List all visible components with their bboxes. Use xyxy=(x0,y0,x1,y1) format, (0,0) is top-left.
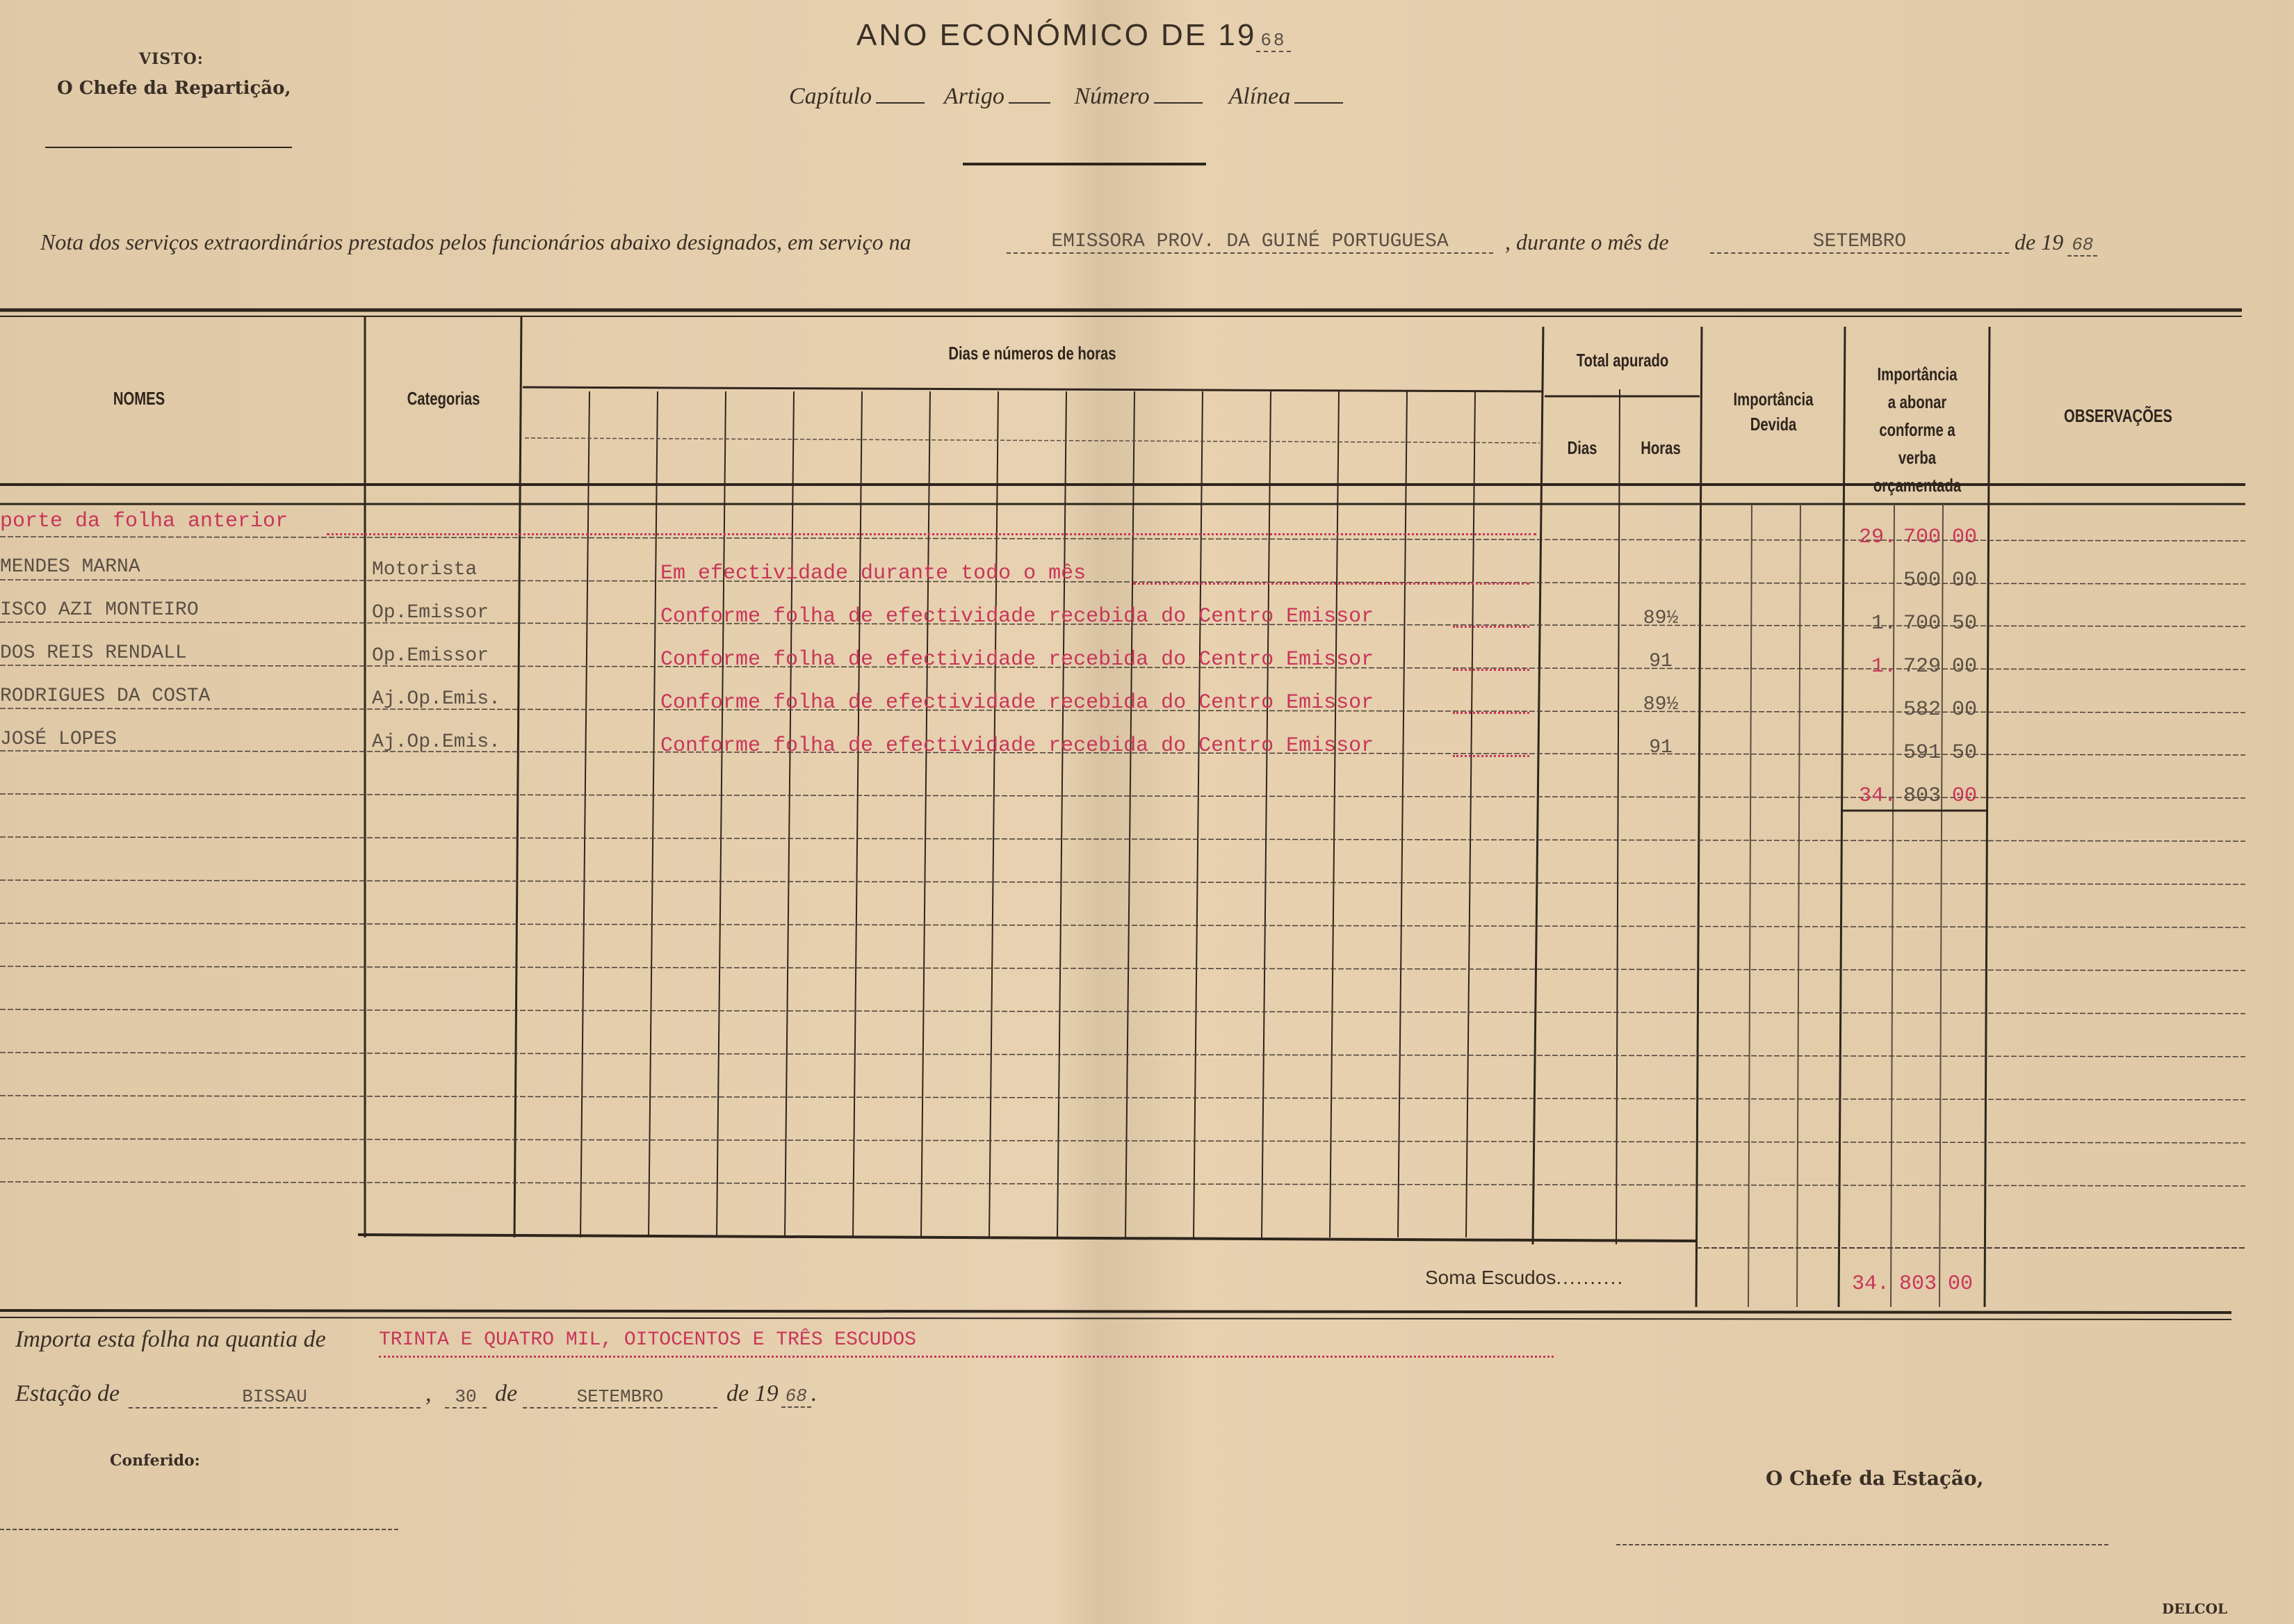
row-0-amount-mid: 500 xyxy=(1903,569,1941,592)
row-1-amount-int: 1. xyxy=(1871,612,1896,635)
importa-value: TRINTA E QUATRO MIL, OITOCENTOS E TRÊS ESCUDOS xyxy=(379,1329,916,1351)
row-4-categoria: Aj.Op.Emis. xyxy=(372,731,501,753)
row-4-amount-mid: 591 xyxy=(1903,741,1941,765)
row-0-categoria: Motorista xyxy=(372,559,478,580)
row-4-nome: JOSÉ LOPES xyxy=(0,729,117,750)
row-2-amount-cents: 00 xyxy=(1951,655,1977,679)
visto-label: VISTO: xyxy=(139,50,204,68)
importancia-devida-line1: Importância xyxy=(1733,389,1814,409)
chefe-estacao-label: O Chefe da Estação, xyxy=(1766,1467,1984,1490)
row-2-horas: 91 xyxy=(1649,651,1673,672)
title-prefix: ANO ECONÓMICO DE 19 xyxy=(856,18,1257,52)
nota-prefix: Nota dos serviços extraordinários prestados pelos funcionários abaixo designados, em serviço na xyxy=(40,229,911,254)
soma-label-text: Soma Escudos xyxy=(1425,1267,1556,1288)
importe-amount-cents: 00 xyxy=(1951,526,1977,549)
estacao-label: Estação de xyxy=(15,1381,120,1406)
row-0-nome: MENDES MARNA xyxy=(0,556,140,578)
row-3-amount-mid: 582 xyxy=(1903,698,1941,722)
soma-int: 34. xyxy=(1851,1272,1889,1296)
row-1-note: Conforme folha de efectividade recebida do Centro Emissor xyxy=(660,605,1374,628)
comma: , xyxy=(425,1381,432,1406)
importe-row xyxy=(0,510,1536,541)
day-value: 30 xyxy=(445,1386,487,1408)
estacao-value: BISSAU xyxy=(129,1386,421,1408)
row-1-amount-cents: 50 xyxy=(1951,612,1977,635)
conferido-label: Conferido: xyxy=(110,1452,200,1470)
title-year: 68 xyxy=(1256,30,1290,52)
header-observacoes: OBSERVAÇÕES xyxy=(2064,405,2172,426)
header-dias-horas: Dias e números de horas xyxy=(948,343,1116,364)
nota-entity: EMISSORA PROV. DA GUINÉ PORTUGUESA xyxy=(1007,231,1493,254)
importe-amount-int: 29. xyxy=(1858,526,1896,549)
subtotal-cents: 00 xyxy=(1951,784,1977,808)
row-1-amount-mid: 700 xyxy=(1903,612,1941,635)
importancia-devida-line2: Devida xyxy=(1750,414,1797,435)
soma-label: Soma Escudos.......... xyxy=(1425,1267,1625,1288)
row-4-horas: 91 xyxy=(1649,737,1673,758)
nota-year-value: 68 xyxy=(2067,234,2097,257)
row-2-categoria: Op.Emissor xyxy=(372,645,489,667)
row-4-amount-cents: 50 xyxy=(1951,741,1977,765)
importancia-abonar-line2: a abonar xyxy=(1887,391,1947,412)
printer-mark: DELCOL xyxy=(2162,1600,2228,1617)
header-importancia-devida xyxy=(1718,387,1828,437)
capitulo-label: Capítulo xyxy=(789,83,872,109)
importe-amount-mid: 700 xyxy=(1903,526,1941,549)
row-1-categoria: Op.Emissor xyxy=(372,602,489,624)
importa-label: Importa esta folha na quantia de xyxy=(15,1326,326,1352)
row-2-amount-mid: 729 xyxy=(1903,655,1941,679)
nota-line xyxy=(40,229,911,255)
row-0-note: Em efectividade durante todo o mês xyxy=(660,562,1087,585)
row-2-note: Conforme folha de efectividade recebida do Centro Emissor xyxy=(660,648,1374,672)
row-3-nome: RODRIGUES DA COSTA xyxy=(0,685,211,707)
soma-mid: 803 xyxy=(1898,1272,1937,1296)
row-4-note: Conforme folha de efectividade recebida do Centro Emissor xyxy=(660,734,1374,758)
header-total-apurado: Total apurado xyxy=(1576,350,1669,371)
header-importancia-abonar xyxy=(1862,360,1972,499)
footer-year-value: 68 xyxy=(781,1386,811,1408)
header-dias: Dias xyxy=(1567,437,1597,458)
row-0-amount-cents: 00 xyxy=(1951,569,1977,592)
classification-row xyxy=(789,83,1343,110)
alinea-label: Alínea xyxy=(1228,83,1291,109)
artigo-label: Artigo xyxy=(943,83,1004,109)
footer-year-prefix: de 19 xyxy=(726,1381,779,1406)
chefe-reparticao-label: O Chefe da Repartição, xyxy=(57,78,291,99)
header-nomes: NOMES xyxy=(113,388,165,409)
importancia-abonar-line3: conforme a verba xyxy=(1879,419,1955,468)
header-horas: Horas xyxy=(1641,437,1681,458)
header-categorias: Categorias xyxy=(407,388,480,409)
page-title xyxy=(856,18,1291,53)
numero-label: Número xyxy=(1074,83,1150,109)
importancia-abonar-line1: Importância xyxy=(1877,364,1958,384)
nota-year-prefix: de 19 xyxy=(2015,229,2064,254)
soma-cents: 00 xyxy=(1947,1272,1973,1296)
nota-mid: , durante o mês de xyxy=(1505,229,1669,254)
row-3-amount-cents: 00 xyxy=(1951,698,1977,722)
importe-label: porte da folha anterior xyxy=(0,510,288,533)
row-1-nome: ISCO AZI MONTEIRO xyxy=(0,599,199,621)
row-2-amount-int: 1. xyxy=(1871,655,1896,679)
footer-year: de 19 68 . xyxy=(726,1381,817,1406)
row-1-horas: 89½ xyxy=(1643,608,1679,629)
row-2-nome: DOS REIS RENDALL xyxy=(0,642,187,664)
de-label: de xyxy=(495,1381,518,1406)
row-3-note: Conforme folha de efectividade recebida do Centro Emissor xyxy=(660,691,1374,715)
nota-year xyxy=(2015,229,2097,255)
nota-month: SETEMBRO xyxy=(1710,231,2009,254)
footer-month: SETEMBRO xyxy=(523,1386,717,1408)
row-3-horas: 89½ xyxy=(1643,694,1679,715)
importancia-abonar-line4: orçamentada xyxy=(1873,475,1962,496)
row-3-categoria: Aj.Op.Emis. xyxy=(372,688,501,710)
subtotal-mid: 803 xyxy=(1903,784,1941,808)
subtotal-int: 34. xyxy=(1858,784,1896,808)
